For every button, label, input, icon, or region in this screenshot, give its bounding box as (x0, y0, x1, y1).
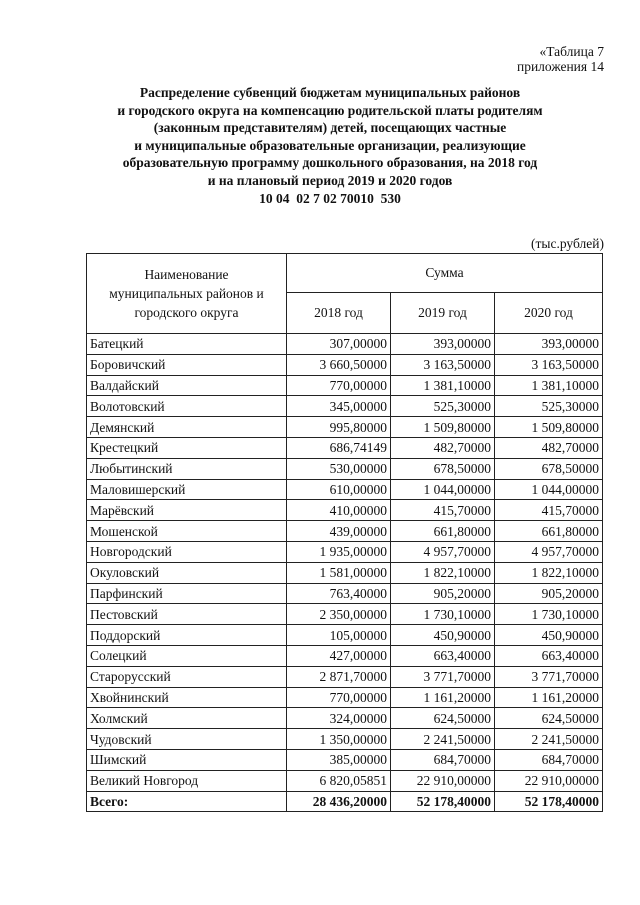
value-2019-cell: 3 771,70000 (391, 666, 495, 687)
table-ref-line-2: приложения 14 (516, 59, 604, 74)
table-row (87, 749, 603, 770)
table-row (87, 729, 603, 750)
value-2019-cell: 661,80000 (391, 521, 495, 542)
table-row (87, 521, 603, 542)
district-name-cell: Солецкий (87, 645, 287, 666)
subvention-table (86, 253, 603, 812)
district-name-cell: Парфинский (87, 583, 287, 604)
value-2019-cell: 3 163,50000 (391, 354, 495, 375)
value-2018-cell: 2 350,00000 (287, 604, 391, 625)
value-2019-cell: 1 381,10000 (391, 375, 495, 396)
value-2018-cell: 385,00000 (287, 749, 391, 770)
value-2018-cell: 1 935,00000 (287, 541, 391, 562)
value-2019-cell: 4 957,70000 (391, 541, 495, 562)
value-2018-cell: 686,74149 (287, 437, 391, 458)
district-name-cell: Шимский (87, 749, 287, 770)
value-2020-cell: 22 910,00000 (495, 770, 603, 791)
value-2019-cell: 1 822,10000 (391, 562, 495, 583)
value-2018-cell: 2 871,70000 (287, 666, 391, 687)
total-row (87, 791, 603, 812)
value-2018-cell: 763,40000 (287, 583, 391, 604)
table-row (87, 583, 603, 604)
value-2018-cell: 1 350,00000 (287, 729, 391, 750)
value-2018-cell: 427,00000 (287, 645, 391, 666)
table-row (87, 708, 603, 729)
value-2019-cell: 1 509,80000 (391, 417, 495, 438)
value-2018-cell: 995,80000 (287, 417, 391, 438)
value-2019-cell: 415,70000 (391, 500, 495, 521)
value-2019-cell: 450,90000 (391, 625, 495, 646)
value-2018-cell: 410,00000 (287, 500, 391, 521)
unit-label: (тыс.рублей) (531, 236, 604, 251)
table-ref-line-1: «Таблица 7 (539, 44, 604, 59)
value-2020-cell: 3 771,70000 (495, 666, 603, 687)
value-2020-cell: 525,30000 (495, 396, 603, 417)
table-row (87, 666, 603, 687)
column-header-sum: Сумма (287, 254, 603, 293)
value-2019-cell: 1 044,00000 (391, 479, 495, 500)
value-2019-cell: 624,50000 (391, 708, 495, 729)
value-2018-cell: 324,00000 (287, 708, 391, 729)
value-2019-cell: 905,20000 (391, 583, 495, 604)
table-row (87, 396, 603, 417)
value-2020-cell: 1 161,20000 (495, 687, 603, 708)
value-2020-cell: 661,80000 (495, 521, 603, 542)
name-header-line: муниципальных районов и (109, 286, 264, 301)
title-line: образовательную программу дошкольного образования, на 2018 год (122, 155, 538, 170)
value-2020-cell: 52 178,40000 (495, 791, 603, 812)
document-title (60, 84, 600, 189)
value-2020-cell: 1 509,80000 (495, 417, 603, 438)
value-2018-cell: 105,00000 (287, 625, 391, 646)
column-header-2018: 2018 год (287, 293, 391, 334)
district-name-cell: Волотовский (87, 396, 287, 417)
value-2019-cell: 525,30000 (391, 396, 495, 417)
district-name-cell: Демянский (87, 417, 287, 438)
value-2020-cell: 1 822,10000 (495, 562, 603, 583)
name-header-line: Наименование (144, 267, 229, 282)
table-reference (517, 44, 604, 74)
value-2020-cell: 1 730,10000 (495, 604, 603, 625)
district-name-cell: Холмский (87, 708, 287, 729)
value-2020-cell: 1 381,10000 (495, 375, 603, 396)
district-name-cell: Новгородский (87, 541, 287, 562)
column-header-name (87, 254, 287, 334)
district-name-cell: Поддорский (87, 625, 287, 646)
table-row (87, 375, 603, 396)
title-line: и городского округа на компенсацию родительской платы родителям (117, 102, 543, 118)
value-2020-cell: 624,50000 (495, 708, 603, 729)
name-header-line: городского округа (134, 305, 239, 320)
district-name-cell: Чудовский (87, 729, 287, 750)
column-header-2020: 2020 год (495, 293, 603, 334)
value-2020-cell: 4 957,70000 (495, 541, 603, 562)
district-name-cell: Маловишерский (87, 479, 287, 500)
value-2019-cell: 2 241,50000 (391, 729, 495, 750)
value-2019-cell: 684,70000 (391, 749, 495, 770)
district-name-cell: Всего: (87, 791, 287, 812)
value-2018-cell: 530,00000 (287, 458, 391, 479)
district-name-cell: Любытинский (87, 458, 287, 479)
value-2020-cell: 393,00000 (495, 334, 603, 355)
table-row (87, 417, 603, 438)
district-name-cell: Крестецкий (87, 437, 287, 458)
table-row (87, 604, 603, 625)
value-2019-cell: 1 161,20000 (391, 687, 495, 708)
value-2018-cell: 6 820,05851 (287, 770, 391, 791)
value-2019-cell: 1 730,10000 (391, 604, 495, 625)
value-2018-cell: 439,00000 (287, 521, 391, 542)
budget-code: 10 04 02 7 02 70010 530 (259, 191, 401, 206)
district-name-cell: Марёвский (87, 500, 287, 521)
table-row (87, 500, 603, 521)
value-2018-cell: 770,00000 (287, 375, 391, 396)
value-2020-cell: 1 044,00000 (495, 479, 603, 500)
district-name-cell: Валдайский (87, 375, 287, 396)
table-row (87, 645, 603, 666)
district-name-cell: Старорусский (87, 666, 287, 687)
district-name-cell: Пестовский (87, 604, 287, 625)
title-line: (законным представителям) детей, посещающих частные (153, 120, 507, 135)
value-2018-cell: 345,00000 (287, 396, 391, 417)
value-2018-cell: 307,00000 (287, 334, 391, 355)
value-2020-cell: 3 163,50000 (495, 354, 603, 375)
district-name-cell: Боровичский (87, 354, 287, 375)
value-2018-cell: 3 660,50000 (287, 354, 391, 375)
value-2020-cell: 450,90000 (495, 625, 603, 646)
value-2018-cell: 28 436,20000 (287, 791, 391, 812)
value-2020-cell: 663,40000 (495, 645, 603, 666)
table-row (87, 625, 603, 646)
table-row (87, 687, 603, 708)
value-2020-cell: 678,50000 (495, 458, 603, 479)
table-row (87, 334, 603, 355)
table-row (87, 770, 603, 791)
value-2020-cell: 2 241,50000 (495, 729, 603, 750)
table-row (87, 354, 603, 375)
value-2019-cell: 678,50000 (391, 458, 495, 479)
title-line: и на плановый период 2019 и 2020 годов (207, 172, 453, 188)
table-row (87, 479, 603, 500)
district-name-cell: Батецкий (87, 334, 287, 355)
value-2020-cell: 905,20000 (495, 583, 603, 604)
table-row (87, 562, 603, 583)
table-row (87, 458, 603, 479)
title-line: Распределение субвенций бюджетам муниципальных районов (139, 85, 521, 100)
value-2020-cell: 684,70000 (495, 749, 603, 770)
value-2018-cell: 770,00000 (287, 687, 391, 708)
value-2020-cell: 415,70000 (495, 500, 603, 521)
value-2019-cell: 482,70000 (391, 437, 495, 458)
value-2020-cell: 482,70000 (495, 437, 603, 458)
district-name-cell: Хвойнинский (87, 687, 287, 708)
column-header-2019: 2019 год (391, 293, 495, 334)
district-name-cell: Мошенской (87, 521, 287, 542)
table-row (87, 541, 603, 562)
value-2019-cell: 663,40000 (391, 645, 495, 666)
table-row (87, 437, 603, 458)
value-2019-cell: 22 910,00000 (391, 770, 495, 791)
title-line: и муниципальные образовательные организации, реализующие (134, 137, 526, 153)
district-name-cell: Окуловский (87, 562, 287, 583)
value-2019-cell: 52 178,40000 (391, 791, 495, 812)
value-2018-cell: 1 581,00000 (287, 562, 391, 583)
district-name-cell: Великий Новгород (87, 770, 287, 791)
value-2018-cell: 610,00000 (287, 479, 391, 500)
value-2019-cell: 393,00000 (391, 334, 495, 355)
